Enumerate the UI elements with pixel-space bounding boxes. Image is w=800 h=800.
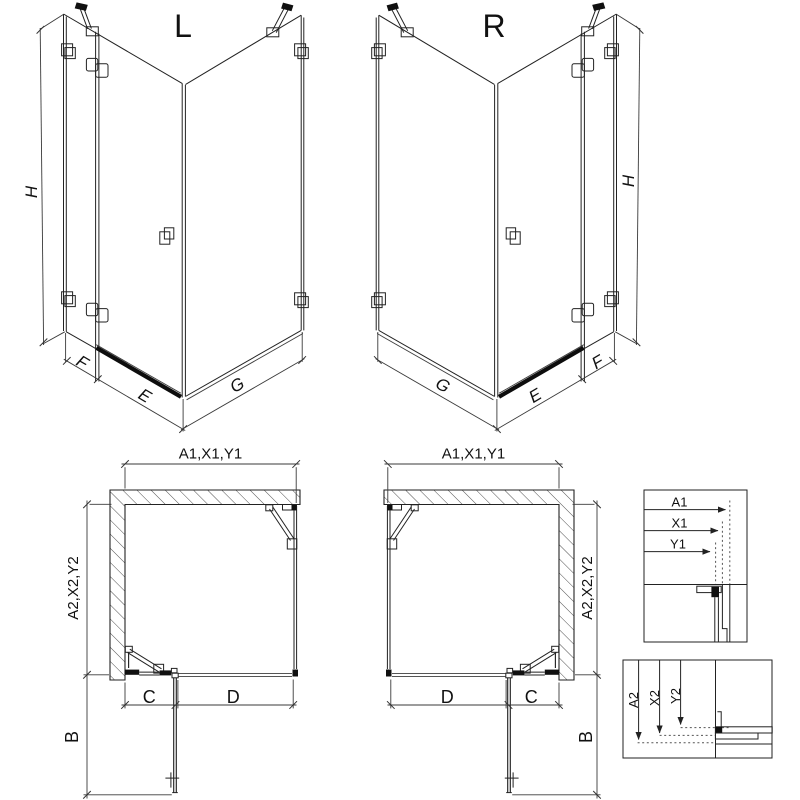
iso-right-dim-g: G — [432, 373, 454, 397]
iso-left-dim-e: E — [135, 384, 155, 407]
iso-left-title: L — [174, 8, 192, 44]
iso-right-dim-f: F — [588, 351, 608, 374]
plan-left-view — [62, 446, 300, 799]
iso-left-dim-f: F — [72, 351, 92, 374]
detail-depth-box — [623, 660, 772, 758]
iso-right-dim-e: E — [525, 384, 545, 407]
detail-width-box — [644, 490, 747, 642]
plan-right-view — [384, 446, 601, 799]
plan-right-dim-c: C — [524, 686, 538, 707]
plan-left-walls — [110, 490, 300, 680]
detail-width-label-a1: A1 — [671, 494, 688, 510]
plan-right-dim-d: D — [440, 686, 454, 707]
iso-right-view — [372, 2, 644, 433]
plan-right-dim-b: B — [576, 730, 596, 744]
plan-right-dim-a1: A1,X1,Y1 — [441, 445, 506, 463]
iso-right-dim-h: H — [619, 174, 638, 188]
iso-left-dim-h: H — [22, 185, 41, 199]
detail-depth-label-a2: A2 — [626, 692, 641, 708]
plan-right-dim-a2: A2,X2,Y2 — [579, 556, 596, 620]
plan-left-dim-d: D — [226, 686, 240, 707]
plan-left-dim-a1: A1,X1,Y1 — [178, 445, 243, 463]
detail-width-label-y1: Y1 — [670, 536, 686, 552]
plan-right-walls — [384, 490, 574, 680]
detail-depth-label-x2: X2 — [647, 690, 662, 706]
iso-right-title: R — [482, 8, 506, 44]
iso-left-dim-g: G — [226, 373, 248, 397]
detail-depth-label-y2: Y2 — [668, 688, 683, 704]
plan-left-dim-b: B — [62, 730, 82, 744]
iso-left-view — [22, 2, 308, 433]
detail-width-label-x1: X1 — [671, 515, 688, 531]
plan-left-dim-c: C — [142, 686, 156, 707]
plan-left-dim-a2: A2,X2,Y2 — [65, 556, 82, 620]
